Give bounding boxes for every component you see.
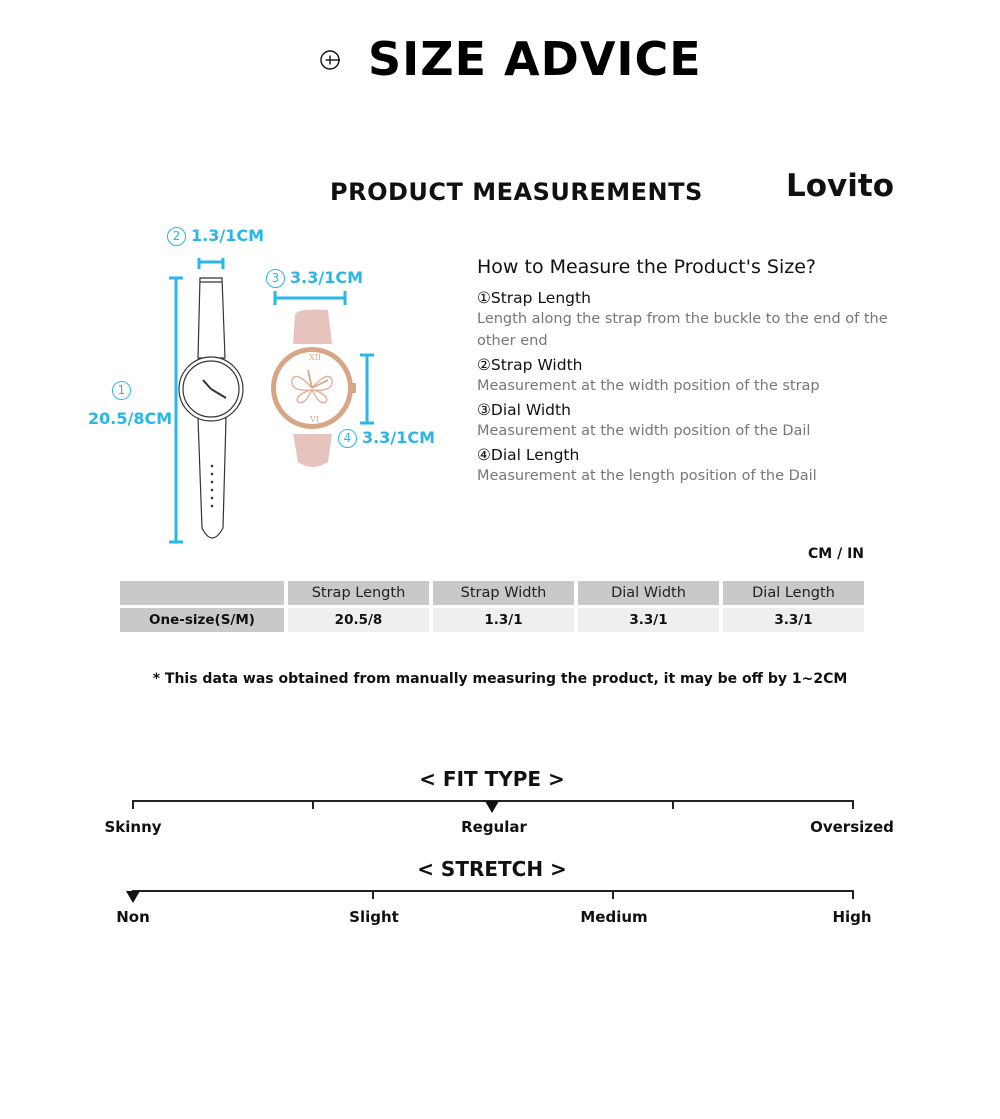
fit-type-title: < FIT TYPE > xyxy=(419,767,565,791)
dial-length-indicator xyxy=(360,355,374,423)
fit-type-tick xyxy=(852,800,854,809)
stretch-label: Slight xyxy=(349,908,399,926)
strap-length-num: 1 xyxy=(112,380,136,400)
how-item xyxy=(477,355,907,397)
fit-type-label: Regular xyxy=(461,818,527,836)
how-item xyxy=(477,445,907,487)
how-item-desc: Measurement at the width position of the strap xyxy=(477,378,820,394)
table-row xyxy=(120,608,864,632)
table-header: Strap Length xyxy=(288,581,429,605)
unit-label: CM / IN xyxy=(808,546,864,562)
dial-width-label: 3 3.3/1CM xyxy=(266,268,363,288)
plus-circle-icon xyxy=(320,49,342,71)
how-item xyxy=(477,288,907,352)
table-corner-cell xyxy=(120,581,284,605)
table-cell: 1.3/1 xyxy=(433,608,574,632)
how-item-name: ③Dial Width xyxy=(477,401,571,419)
how-item-name: ②Strap Width xyxy=(477,356,583,374)
fit-type-label: Skinny xyxy=(104,818,162,836)
stretch-tick xyxy=(852,890,854,899)
table-header-row xyxy=(120,581,864,605)
product-illustration xyxy=(160,258,440,550)
table-header: Dial Width xyxy=(578,581,719,605)
table-cell: 3.3/1 xyxy=(578,608,719,632)
stretch-label: High xyxy=(832,908,872,926)
svg-text:XII: XII xyxy=(309,353,322,362)
how-to-measure xyxy=(477,256,907,490)
fit-type-label: Oversized xyxy=(810,818,894,836)
dial-width-indicator xyxy=(275,291,345,305)
fit-type-tick xyxy=(672,800,674,809)
how-item-name: ④Dial Length xyxy=(477,446,580,464)
measurement-note: * This data was obtained from manually measuring the product, it may be off by 1~2CM xyxy=(152,671,848,687)
how-item-desc: Measurement at the width position of the Dail xyxy=(477,423,811,439)
table-header: Strap Width xyxy=(433,581,574,605)
stretch-scale-line xyxy=(132,890,854,892)
table-header: Dial Length xyxy=(723,581,864,605)
how-item-desc: Measurement at the length position of the Dail xyxy=(477,468,817,484)
table-cell: 20.5/8 xyxy=(288,608,429,632)
how-item-name: ①Strap Length xyxy=(477,289,591,307)
page-title: SIZE ADVICE xyxy=(368,32,702,86)
stretch-label: Non xyxy=(116,908,150,926)
how-to-title: How to Measure the Product's Size? xyxy=(477,256,817,278)
section-title: PRODUCT MEASUREMENTS xyxy=(330,178,703,206)
fit-type-tick xyxy=(312,800,314,809)
strap-length-label: 20.5/8CM xyxy=(88,409,173,428)
stretch-title: < STRETCH > xyxy=(417,857,567,881)
strap-width-indicator xyxy=(199,258,223,269)
fit-type-tick xyxy=(132,800,134,809)
how-item xyxy=(477,400,907,442)
outline-watch xyxy=(179,278,243,538)
strap-width-label: 2 1.3/1CM xyxy=(167,226,264,246)
brand-logo: Lovito xyxy=(786,168,895,204)
stretch-tick xyxy=(612,890,614,899)
table-row-label: One-size(S/M) xyxy=(120,608,284,632)
how-item-desc: Length along the strap from the buckle to the end of the other end xyxy=(477,311,888,349)
stretch-tick xyxy=(372,890,374,899)
stretch-label: Medium xyxy=(580,908,648,926)
dial-length-label: 4 3.3/1CM xyxy=(338,428,435,448)
size-table xyxy=(116,578,868,635)
fit-type-marker xyxy=(485,801,499,813)
svg-text:VI: VI xyxy=(310,415,319,424)
table-cell: 3.3/1 xyxy=(723,608,864,632)
stretch-marker xyxy=(126,891,140,903)
